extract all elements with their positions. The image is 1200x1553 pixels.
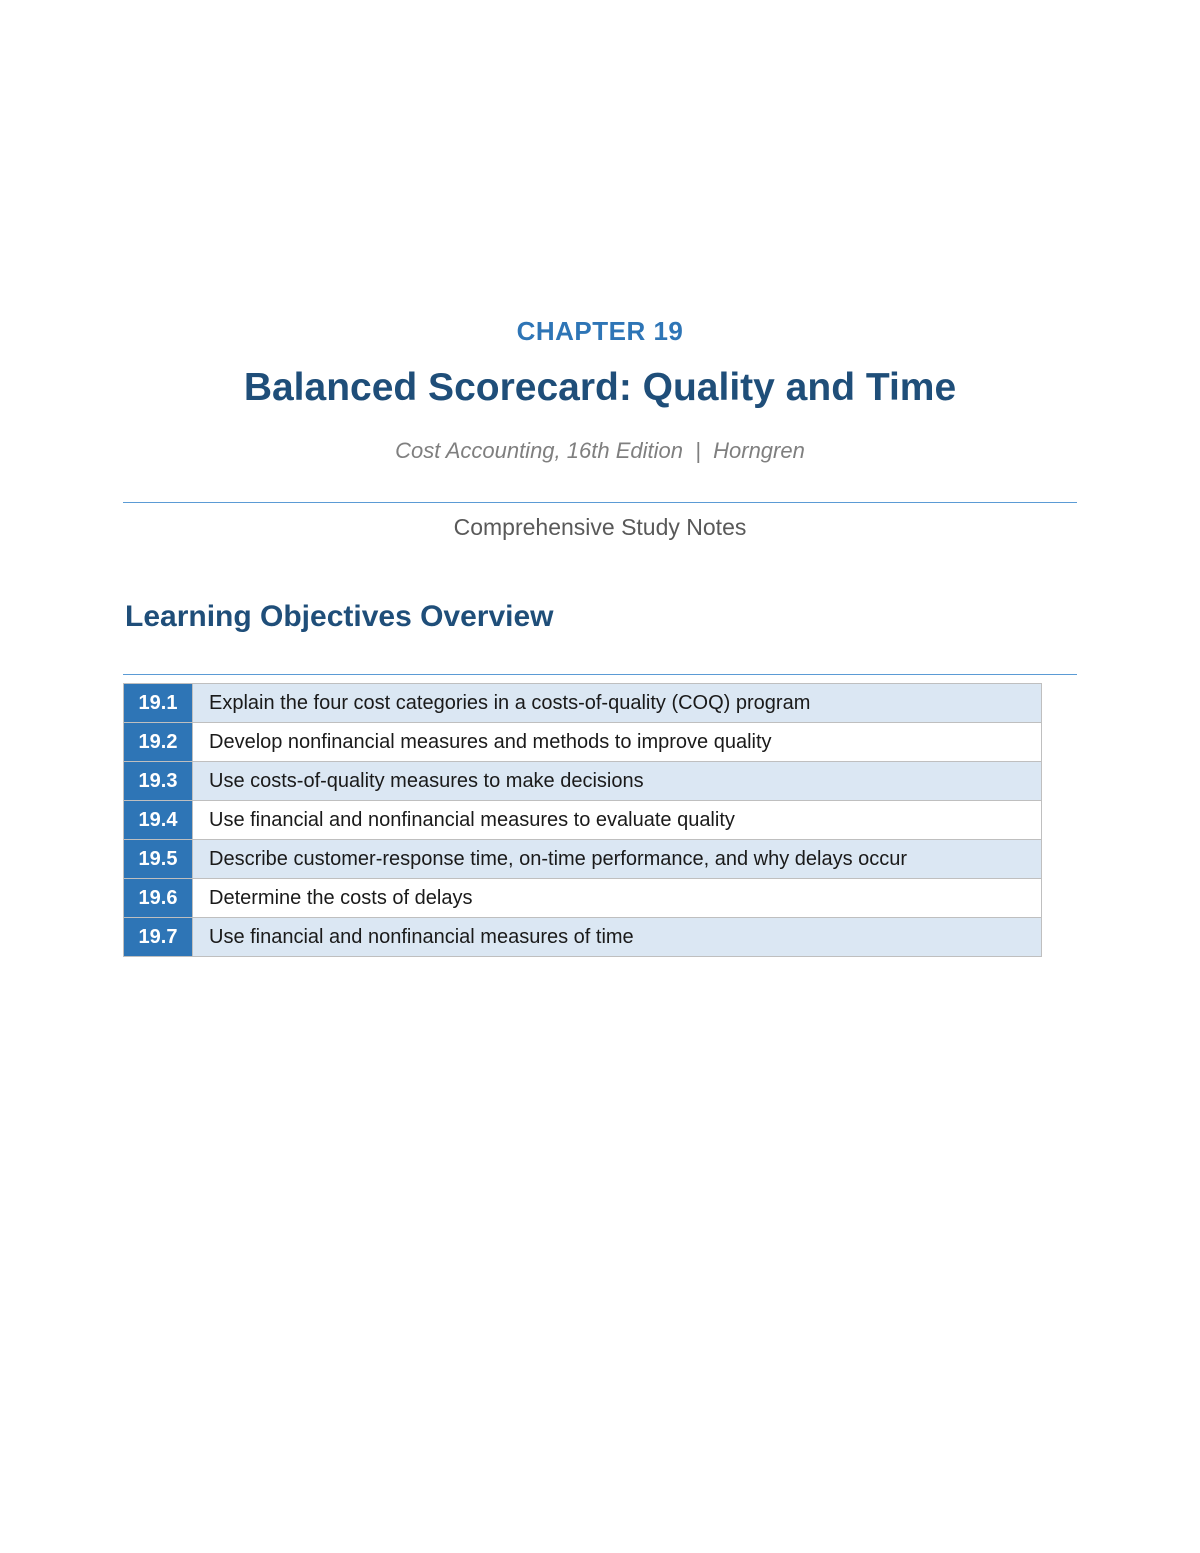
objective-text: Use costs-of-quality measures to make decisions	[193, 762, 1042, 801]
book-subtitle: Cost Accounting, 16th Edition | Horngren	[395, 438, 805, 463]
objective-row	[124, 684, 1042, 723]
objective-row	[124, 918, 1042, 957]
objective-text: Describe customer-response time, on-time performance, and why delays occur	[193, 840, 1042, 879]
objective-number: 19.3	[124, 762, 193, 801]
chapter-label: CHAPTER 19	[516, 316, 684, 346]
objective-number: 19.6	[124, 879, 193, 918]
objective-number: 19.7	[124, 918, 193, 957]
section-heading: Learning Objectives Overview	[125, 600, 554, 633]
objective-row	[124, 801, 1042, 840]
objective-text: Explain the four cost categories in a costs-of-quality (COQ) program	[193, 684, 1042, 723]
objective-row	[124, 723, 1042, 762]
objective-text: Develop nonfinancial measures and methods to improve quality	[193, 723, 1042, 762]
objective-number: 19.2	[124, 723, 193, 762]
objective-number: 19.4	[124, 801, 193, 840]
objective-row	[124, 879, 1042, 918]
divider-top	[123, 502, 1077, 503]
objective-text: Determine the costs of delays	[193, 879, 1042, 918]
divider-section	[123, 674, 1077, 675]
objectives-table	[123, 683, 1042, 957]
objective-row	[124, 840, 1042, 879]
objective-number: 19.5	[124, 840, 193, 879]
notes-label: Comprehensive Study Notes	[453, 514, 747, 540]
objective-text: Use financial and nonfinancial measures of time	[193, 918, 1042, 957]
objective-number: 19.1	[124, 684, 193, 723]
chapter-title: Balanced Scorecard: Quality and Time	[243, 366, 957, 409]
objective-row	[124, 762, 1042, 801]
objective-text: Use financial and nonfinancial measures to evaluate quality	[193, 801, 1042, 840]
